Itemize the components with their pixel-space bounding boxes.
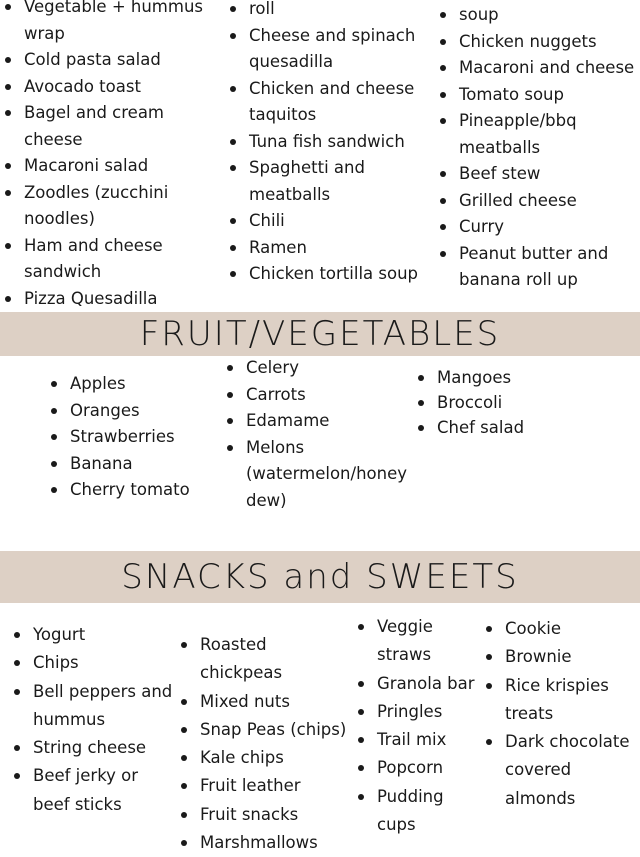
list-item: Peanut butter and banana roll up (437, 241, 637, 294)
list-item: Marshmallows (178, 829, 353, 857)
fruit-list-col2 (224, 355, 408, 514)
list-item: Zoodles (zucchini noodles) (2, 180, 224, 233)
snacks-sweets-heading: SNACKS and SWEETS (0, 551, 640, 603)
snacks-list-col3 (355, 613, 480, 839)
fruit-vegetables-heading: FRUIT/VEGETABLES (0, 312, 640, 356)
snacks-list-col2 (178, 631, 353, 857)
list-item: Mangoes (415, 365, 595, 390)
list-item: Ham and cheese sandwich (2, 233, 224, 286)
list-item: Apples (48, 371, 218, 398)
list-item: Trail mix (355, 726, 480, 754)
list-item: Pudding cups (355, 783, 480, 840)
list-item: Chicken nuggets (437, 29, 637, 56)
snacks-list-col4 (483, 615, 635, 813)
list-item: roll (227, 0, 422, 23)
list-item: Broccoli (415, 390, 595, 415)
meals-list-col1 (2, 0, 224, 339)
list-item: Edamame (224, 408, 389, 435)
list-item: Macaroni salad (2, 153, 224, 180)
list-item: String cheese (11, 734, 176, 762)
list-item: Yogurt (11, 621, 176, 649)
list-item: Kale chips (178, 744, 353, 772)
list-item: Beef stew (437, 161, 637, 188)
list-item: Melons (watermelon/honey dew) (224, 435, 389, 515)
list-item: Fruit snacks (178, 801, 353, 829)
list-item: Chips (11, 649, 176, 677)
list-item: soup (437, 2, 637, 29)
meals-list-col2 (227, 0, 422, 288)
list-item: Pizza Quesadilla (2, 286, 224, 313)
list-item: Granola bar (355, 670, 480, 698)
list-item: Celery (224, 355, 389, 382)
fruit-list-col3 (415, 365, 595, 440)
list-item: Chicken tortilla soup (227, 261, 422, 288)
list-item: Avocado toast (2, 74, 224, 101)
list-item: Cold pasta salad (2, 47, 224, 74)
list-item: Mixed nuts (178, 688, 353, 716)
list-item: Bagel and cream cheese (2, 100, 224, 153)
list-item: Pringles (355, 698, 480, 726)
list-item: Veggie straws (355, 613, 480, 670)
list-item: Chef salad (415, 415, 595, 440)
list-item: Vegetable + hummus wrap (2, 0, 224, 47)
snacks-list-col1 (11, 621, 176, 819)
list-item: Roasted chickpeas (178, 631, 353, 688)
list-item: Grilled cheese (437, 188, 637, 215)
list-item: Snap Peas (chips) (178, 716, 353, 744)
list-item: Spaghetti and meatballs (227, 155, 422, 208)
list-item: Pineapple/bbq meatballs (437, 108, 637, 161)
list-item: Cookie (483, 615, 635, 643)
list-item: Oranges (48, 398, 218, 425)
list-item: Popcorn (355, 754, 480, 782)
list-item: Cheese and spinach quesadilla (227, 23, 422, 76)
list-item: Banana (48, 451, 218, 478)
list-item: Bell peppers and hummus (11, 678, 176, 735)
list-item: Curry (437, 214, 637, 241)
list-item: Chicken and cheese taquitos (227, 76, 422, 129)
list-item: Strawberries (48, 424, 218, 451)
list-item: Chili (227, 208, 422, 235)
list-item: Fruit leather (178, 772, 353, 800)
list-item: Carrots (224, 382, 389, 409)
list-item: Ramen (227, 235, 422, 262)
list-item: Rice krispies treats (483, 672, 635, 729)
list-item: Beef jerky or beef sticks (11, 762, 176, 819)
list-item: Dark chocolate covered almonds (483, 728, 635, 813)
fruit-list-col1 (48, 371, 218, 504)
list-item: Macaroni and cheese (437, 55, 637, 82)
list-item: Tuna fish sandwich (227, 129, 422, 156)
list-item: Tomato soup (437, 82, 637, 109)
meals-list-col3 (437, 2, 637, 294)
list-item: Brownie (483, 643, 635, 671)
list-item: Cherry tomato (48, 477, 218, 504)
